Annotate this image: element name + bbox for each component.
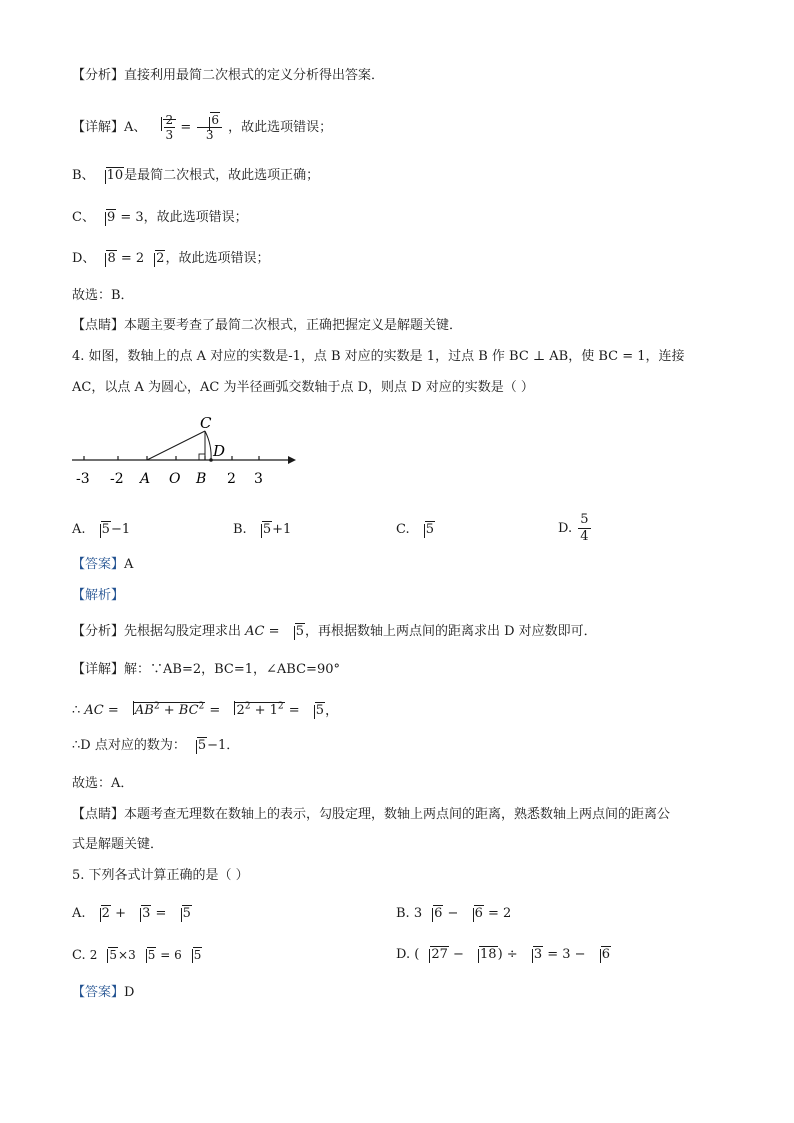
- comment-tag: 【点睛】: [72, 318, 125, 333]
- answer-tag: 【答案】: [72, 985, 125, 1000]
- option-d-suffix: ，故此选项错误；: [165, 251, 270, 266]
- tick-label-neg2: -2: [110, 471, 124, 487]
- option-c-formula: 5: [414, 522, 435, 537]
- q5-answer: [72, 983, 134, 1003]
- option-b-prefix: B、: [72, 168, 95, 183]
- option-b-formula: 5+1: [251, 522, 291, 537]
- q3-detail-c: [72, 208, 248, 228]
- q4-option-c: [396, 520, 435, 540]
- label-c: C: [200, 414, 212, 432]
- option-a-formula: 2 + 3 = 5: [90, 906, 192, 921]
- option-b-label: B.: [233, 522, 247, 537]
- q3-analysis: [72, 66, 384, 86]
- segment-ac: [147, 431, 205, 460]
- formula-sqrt-2-over-3: $\frac{2}{3}$ = $\frac{6}{3}$: [151, 120, 229, 135]
- q4-step-d: [72, 736, 239, 756]
- q4-explanation-tag: [72, 586, 124, 606]
- q4-answer: [72, 555, 133, 575]
- analysis-text: 直接利用最简二次根式的定义分析得出答案．: [124, 68, 385, 83]
- step-suffix: ，: [325, 703, 339, 719]
- detail-tag: 【详解】: [72, 662, 125, 677]
- q4-option-a: [72, 520, 130, 540]
- tick-label-3: 3: [254, 471, 263, 487]
- tick-label-b: B: [196, 471, 207, 487]
- fraction-numerator: 5: [580, 512, 589, 527]
- tick-label-neg3: -3: [76, 471, 90, 487]
- q4-stem-line1: 4. 如图，数轴上的点 A 对应的实数是-1，点 B 对应的实数是 1，过点 B 作 BC ⊥ AB，使 BC = 1，连接: [72, 349, 685, 364]
- formula-ac-sqrt5: AC = 5: [245, 624, 305, 639]
- label-d: D: [213, 442, 226, 460]
- option-c-suffix: ，故此选项错误；: [143, 210, 248, 225]
- step-d-text: ∴D 点对应的数为：: [72, 738, 186, 753]
- q3-detail-d: [72, 249, 269, 269]
- q3-choice: 故选：B．: [72, 288, 134, 303]
- formula-ac-pythagoras: ∴ AC = $AB^2 + BC^2 = 2^2 + 1^2 = 5$: [72, 703, 325, 718]
- option-b-label: B.: [396, 906, 410, 921]
- option-c-prefix: C、: [72, 210, 95, 225]
- answer-value: D: [124, 985, 135, 1000]
- formula-sqrt-8: 8 = 2 2: [95, 251, 165, 266]
- q5-stem: 5. 下列各式计算正确的是（ ）: [72, 868, 249, 883]
- formula-sqrt-9: 9 = 3: [95, 210, 144, 225]
- option-c-label: C.: [396, 522, 410, 537]
- option-a-prefix: A、: [124, 120, 147, 135]
- detail-tag: 【详解】: [72, 120, 125, 135]
- analysis-tag: 【分析】: [72, 624, 125, 639]
- q4-choice: 故选：A．: [72, 776, 134, 791]
- option-d-label: D.: [558, 521, 573, 536]
- q3-detail-a: [72, 113, 332, 143]
- option-b-formula: 3 6 − 6 = 2: [414, 906, 511, 921]
- option-a-label: A.: [72, 906, 86, 921]
- q3-comment: [72, 316, 462, 336]
- answer-tag: 【答案】: [72, 557, 125, 572]
- q4-option-d: [558, 512, 593, 546]
- tick-label-2: 2: [227, 471, 236, 487]
- option-d-prefix: D、: [72, 251, 96, 266]
- axis-arrow: [288, 456, 296, 464]
- option-c-label: C.: [72, 948, 86, 963]
- comment-text: 本题主要考查了最简二次根式，正确把握定义是解题关键．: [124, 318, 463, 333]
- q4-option-b: [233, 520, 291, 540]
- option-a-formula: 5−1: [90, 522, 130, 537]
- q5-option-a: [72, 904, 192, 924]
- analysis-tag: 【分析】: [72, 68, 125, 83]
- step-d-period: ．: [226, 738, 240, 753]
- option-a-label: A.: [72, 522, 86, 537]
- answer-value: A: [124, 557, 134, 572]
- q4-analysis: [72, 622, 597, 642]
- q5-option-b: [396, 904, 511, 924]
- q4-comment-line1: [72, 805, 670, 825]
- formula-sqrt-10: 10: [97, 166, 125, 186]
- option-d-label: D.: [396, 947, 411, 962]
- option-d-formula: ( 27 − 18) ÷ 3 = 3 − 6: [414, 947, 611, 962]
- option-a-suffix: ，故此选项错误；: [228, 120, 333, 135]
- formula-sqrt5-minus-1: 5−1: [186, 738, 226, 753]
- q3-detail-b: [72, 166, 319, 186]
- arc-cd: [205, 431, 211, 460]
- fraction-denominator: 4: [580, 529, 589, 544]
- q4-stem-line2: AC，以点 A 为圆心，AC 为半径画弧交数轴于点 D，则点 D 对应的实数是（ ）: [72, 380, 534, 395]
- explanation-tag: 【解析】: [72, 588, 125, 603]
- analysis-text-pre: 先根据勾股定理求出: [124, 624, 242, 639]
- tick-label-o: O: [169, 471, 181, 487]
- q5-option-d: [396, 945, 611, 965]
- option-b-suffix: 是最简二次根式，故此选项正确；: [124, 168, 320, 183]
- option-d-fraction: [578, 512, 590, 545]
- analysis-text-post: ，再根据数轴上两点间的距离求出 D 对应数即可．: [304, 624, 597, 639]
- tick-label-a: A: [140, 471, 151, 487]
- q4-detail: [72, 660, 340, 680]
- comment-text-1: 本题考查无理数在数轴上的表示，勾股定理，数轴上两点间的距离，熟悉数轴上两点间的距离公: [124, 807, 671, 822]
- detail-text: 解：∵AB=2，BC=1，∠ABC=90°: [124, 662, 340, 677]
- q4-comment-line2: 式是解题关键．: [72, 837, 164, 852]
- comment-tag: 【点睛】: [72, 807, 125, 822]
- option-c-formula: 2 5×3 5 = 6 5: [90, 948, 203, 962]
- q4-step-ac: [72, 697, 338, 721]
- number-line-figure: [70, 410, 300, 490]
- q5-option-c: [72, 945, 202, 966]
- right-angle-mark: [199, 454, 205, 460]
